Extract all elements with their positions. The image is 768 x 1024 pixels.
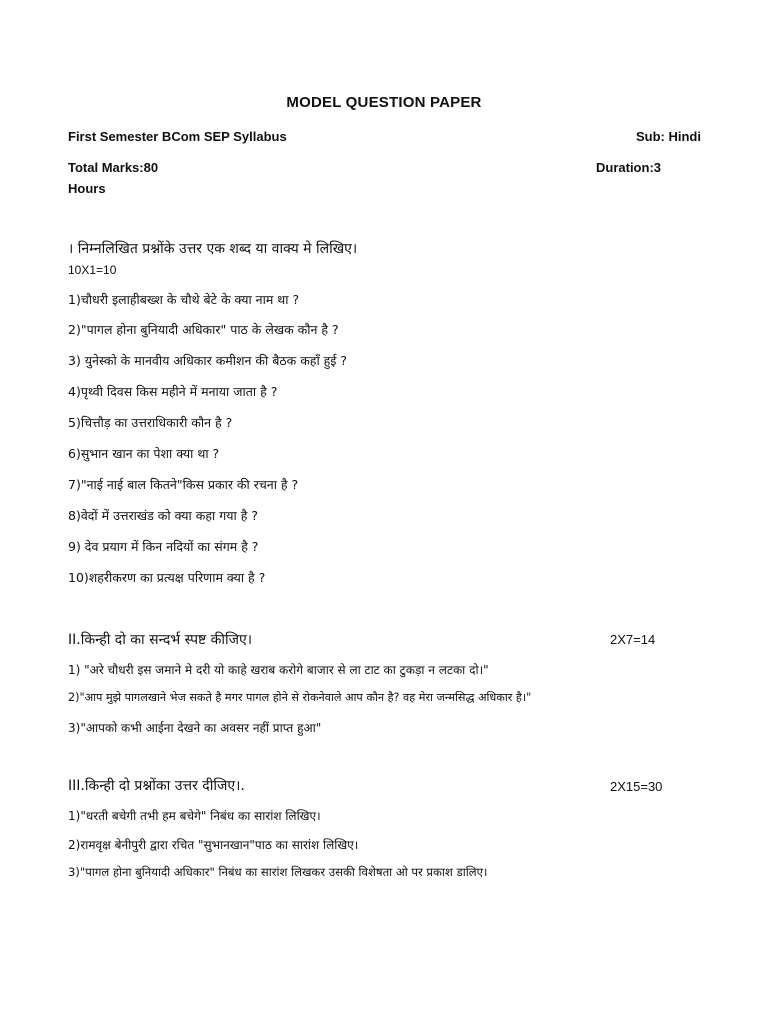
section2-marks: 2X7=14 bbox=[610, 632, 656, 647]
section2-question-3: 3)"आपको कभी आईना देखने का अवसर नहीं प्राप्त हुआ" bbox=[68, 721, 322, 735]
section3-heading: III.किन्ही दो प्रश्नोंका उत्तर दीजिए।. bbox=[68, 778, 245, 794]
section1-question-6: 6)सुभान खान का पेशा क्या था ? bbox=[68, 446, 220, 461]
section1-question-1: 1)चौधरी इलाहीबख्श के चौथे बेटे के क्या नाम था ? bbox=[68, 292, 300, 307]
section1-question-7: 7)"नाई नाई बाल कितने"किस प्रकार की रचना है ? bbox=[68, 477, 299, 492]
section3-question-1: 1)"धरती बचेगी तभी हम बचेगे" निबंध का सारांश लिखिए। bbox=[68, 809, 321, 823]
section1-question-9: 9) देव प्रयाग में किन नदियों का संगम है ? bbox=[68, 539, 259, 554]
duration-label: Duration:3 bbox=[596, 160, 661, 175]
section3-question-3: 3)"पागल होना बुनियादी अधिकार" निबंध का सारांश लिखकर उसकी विशेषता ओ पर प्रकाश डालिए। bbox=[68, 865, 488, 879]
section1-question-2: 2)"पागल होना बुनियादी अधिकार" पाठ के लेखक कौन है ? bbox=[68, 322, 339, 337]
section2-question-1: 1) "अरे चौधरी इस जमाने मे दरी यो काहे खराब करोगे बाजार से ला टाट का टुकड़ा न लटका दो।" bbox=[68, 663, 489, 677]
section1-question-5: 5)चित्तौड़ का उत्तराधिकारी कौन है ? bbox=[68, 415, 233, 430]
subject-label: Sub: Hindi bbox=[636, 129, 701, 144]
section1-heading: । निम्नलिखित प्रश्नोंके उत्तर एक शब्द या वाक्य मे लिखिए। bbox=[68, 241, 358, 257]
duration-unit-label: Hours bbox=[68, 181, 106, 196]
section2-heading: II.किन्ही दो का सन्दर्भ स्पष्ट कीजिए। bbox=[68, 632, 253, 648]
section1-question-8: 8)वेदों में उत्तराखंड को क्या कहा गया है ? bbox=[68, 508, 258, 523]
section1-question-10: 10)शहरीकरण का प्रत्यक्ष परिणाम क्या है ? bbox=[68, 570, 266, 585]
section1-marks: 10X1=10 bbox=[68, 263, 117, 277]
section1-question-4: 4)पृथ्वी दिवस किस महीने में मनाया जाता है ? bbox=[68, 384, 278, 399]
section2-question-2: 2)"आप मुझे पागलखाने भेज सकते है मगर पागल होने से रोकनेवाले आप कौन है? वह मेरा जन्मसिद्ध अधिकार है।" bbox=[68, 691, 532, 704]
section1-question-3: 3) युनेस्को के मानवीय अधिकार कमीशन की बैठक कहाँ हुई ? bbox=[68, 353, 348, 368]
semester-label: First Semester BCom SEP Syllabus bbox=[68, 129, 287, 144]
total-marks-label: Total Marks:80 bbox=[68, 160, 159, 175]
section3-question-2: 2)रामवृक्ष बेनीपुरी द्वारा रचित "सुभानखान"पाठ का सारांश लिखिए। bbox=[68, 838, 359, 852]
section3-marks: 2X15=30 bbox=[610, 779, 663, 794]
page-title: MODEL QUESTION PAPER bbox=[286, 94, 482, 111]
